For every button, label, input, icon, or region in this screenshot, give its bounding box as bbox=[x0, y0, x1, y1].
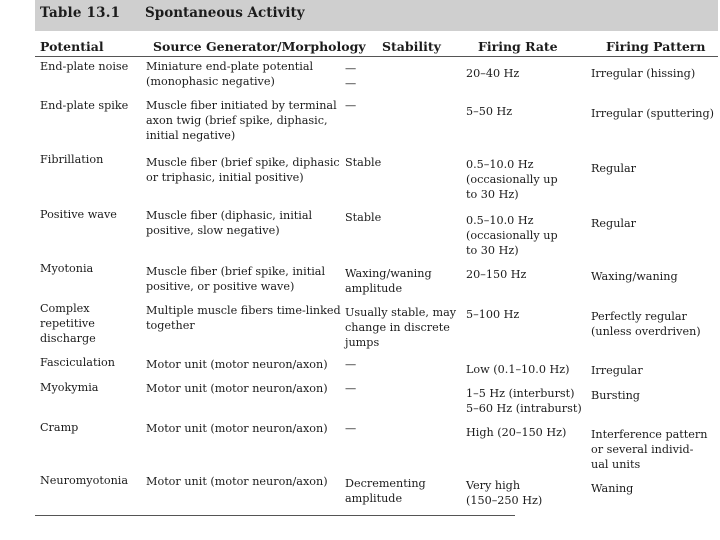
cell-stability: Stable bbox=[345, 211, 382, 224]
cell-firing-rate: 0.5–10.0 Hz (occasionally up to 30 Hz) bbox=[466, 214, 558, 257]
header-rule bbox=[35, 56, 718, 57]
cell-potential: Fibrillation bbox=[40, 153, 104, 166]
cell-stability: Waxing/waning amplitude bbox=[345, 267, 432, 295]
header-firing-rate: Firing Rate bbox=[478, 39, 558, 54]
cell-firing-rate: 5–100 Hz bbox=[466, 308, 520, 321]
cell-stability: — — bbox=[345, 62, 357, 90]
cell-potential: Fasciculation bbox=[40, 356, 115, 369]
cell-firing-pattern: Interference pattern or several individ- ual units bbox=[591, 428, 708, 471]
cell-source: Miniature end-plate potential (monophasic negative) bbox=[146, 60, 314, 88]
cell-potential: Complex repetitive discharge bbox=[40, 302, 96, 345]
cell-potential: Neuromyotonia bbox=[40, 474, 129, 487]
header-firing-pattern: Firing Pattern bbox=[606, 39, 706, 54]
cell-firing-pattern: Waning bbox=[591, 482, 634, 495]
cell-firing-rate: 20–40 Hz bbox=[466, 67, 520, 80]
cell-firing-pattern: Regular bbox=[591, 162, 637, 175]
table-title: Spontaneous Activity bbox=[145, 5, 305, 21]
cell-firing-pattern: Irregular (hissing) bbox=[591, 67, 696, 80]
cell-firing-pattern: Perfectly regular (unless overdriven) bbox=[591, 310, 701, 338]
cell-firing-rate: 0.5–10.0 Hz (occasionally up to 30 Hz) bbox=[466, 158, 558, 201]
cell-firing-rate: 20–150 Hz bbox=[466, 268, 527, 281]
table-bottom-rule bbox=[35, 515, 515, 516]
cell-stability: — bbox=[345, 382, 357, 395]
cell-firing-pattern: Irregular (sputtering) bbox=[591, 107, 714, 120]
table-label: Table 13.1 bbox=[40, 5, 121, 21]
cell-potential: End-plate spike bbox=[40, 99, 129, 112]
cell-firing-rate: High (20–150 Hz) bbox=[466, 426, 567, 439]
cell-firing-pattern: Irregular bbox=[591, 364, 643, 377]
table-title-bar bbox=[35, 0, 718, 31]
cell-potential: End-plate noise bbox=[40, 60, 129, 73]
cell-firing-rate: Low (0.1–10.0 Hz) bbox=[466, 363, 570, 376]
cell-source: Muscle fiber (brief spike, initial positive, or positive wave) bbox=[146, 265, 326, 293]
cell-firing-rate: 1–5 Hz (interburst) 5–60 Hz (intraburst) bbox=[466, 387, 582, 415]
cell-firing-pattern: Bursting bbox=[591, 389, 640, 402]
cell-stability: — bbox=[345, 422, 357, 435]
cell-firing-rate: 5–50 Hz bbox=[466, 105, 513, 118]
cell-source: Motor unit (motor neuron/axon) bbox=[146, 422, 328, 435]
cell-potential: Myokymia bbox=[40, 381, 99, 394]
cell-source: Muscle fiber (brief spike, diphasic or triphasic, initial positive) bbox=[146, 156, 340, 184]
header-potential: Potential bbox=[40, 39, 104, 54]
cell-source: Muscle fiber (diphasic, initial positive, slow negative) bbox=[146, 209, 313, 237]
cell-stability: Stable bbox=[345, 156, 382, 169]
cell-firing-pattern: Regular bbox=[591, 217, 637, 230]
cell-source: Muscle fiber initiated by terminal axon twig (brief spike, diphasic, initial negative) bbox=[146, 99, 337, 142]
header-stability: Stability bbox=[382, 39, 441, 54]
cell-source: Motor unit (motor neuron/axon) bbox=[146, 475, 328, 488]
cell-source: Motor unit (motor neuron/axon) bbox=[146, 382, 328, 395]
cell-firing-pattern: Waxing/waning bbox=[591, 270, 678, 283]
cell-stability: Usually stable, may change in discrete jumps bbox=[345, 306, 457, 349]
cell-stability: — bbox=[345, 99, 357, 112]
cell-potential: Positive wave bbox=[40, 208, 117, 221]
cell-stability: — bbox=[345, 358, 357, 371]
cell-source: Multiple muscle fibers time-linked together bbox=[146, 304, 341, 332]
header-source-generator: Source Generator/Morphology bbox=[153, 39, 366, 54]
cell-source: Motor unit (motor neuron/axon) bbox=[146, 358, 328, 371]
cell-firing-rate: Very high (150–250 Hz) bbox=[466, 479, 543, 507]
cell-stability: Decrementing amplitude bbox=[345, 477, 426, 505]
cell-potential: Myotonia bbox=[40, 262, 94, 275]
cell-potential: Cramp bbox=[40, 421, 79, 434]
